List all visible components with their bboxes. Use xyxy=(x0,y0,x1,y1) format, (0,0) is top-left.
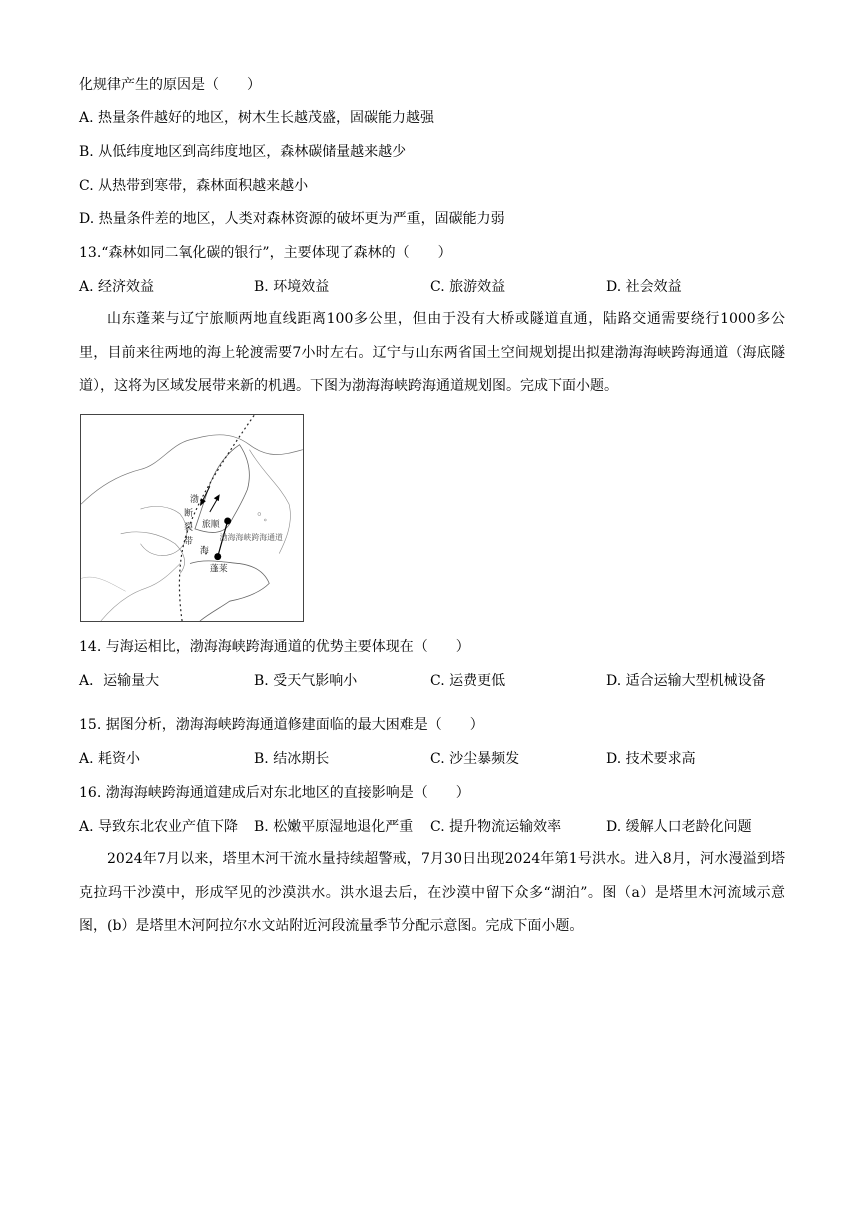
q16-option-d: D. 缓解人口老龄化问题 xyxy=(606,819,752,835)
island xyxy=(264,519,266,521)
q15-option-b: B. 结冰期长 xyxy=(254,751,330,767)
q16-option-c: C. 提升物流运输效率 xyxy=(430,819,562,835)
fault-label-2: 断 xyxy=(184,509,193,520)
river-line xyxy=(101,564,180,621)
island xyxy=(258,513,261,516)
sea-label: 海 xyxy=(199,546,209,557)
lushun-label: 旅顺 xyxy=(201,519,220,530)
tunnel-label: 渤海海峡跨海通道 xyxy=(219,532,283,542)
q13-option-b: B. 环境效益 xyxy=(254,279,330,295)
coastline-north xyxy=(81,435,303,504)
q16-option-a: A. 导致东北农业产值下降 xyxy=(79,819,239,835)
q15-option-d: D. 技术要求高 xyxy=(606,751,696,767)
q13-option-c: C. 旅游效益 xyxy=(430,279,506,295)
penglai-dot xyxy=(214,553,221,560)
map-svg xyxy=(81,415,303,621)
border-line xyxy=(81,577,126,591)
q15-option-c: C. 沙尘暴频发 xyxy=(430,751,520,767)
q12-option-d: D. 热量条件差的地区，人类对森林资源的破坏更为严重，固碳能力弱 xyxy=(79,211,505,227)
q15-stem: 15. 据图分析，渤海海峡跨海通道修建面临的最大困难是（ ） xyxy=(79,717,484,733)
penglai-label: 蓬莱 xyxy=(209,564,228,575)
passage-bohai: 山东蓬莱与辽宁旅顺两地直线距离100多公里，但由于没有大桥或隧道直通，陆路交通需要绕行1000多公里，目前来往两地的海上轮渡需要7小时左右。辽宁与山东两省国土空间规划提出拟建渤海海峡跨海通道（海底隧道），这将为区域发展带来新的机遇。下图为渤海海峡跨海通道规划图。完成下面小题。 xyxy=(79,311,785,394)
q16-stem: 16. 渤海海峡跨海通道建成后对东北地区的直接影响是（ ） xyxy=(79,785,470,801)
q14-stem: 14. 与海运相比，渤海海峡跨海通道的优势主要体现在（ ） xyxy=(79,639,470,655)
bohai-channel-map xyxy=(80,414,304,622)
q16-option-b: B. 松嫩平原湿地退化严重 xyxy=(254,819,414,835)
q12-stem-tail: 化规律产生的原因是（ ） xyxy=(79,77,261,93)
passage-tarim: 2024年7月以来，塔里木河干流水量持续超警戒，7月30日出现2024年第1号洪水。进入8月，河水漫溢到塔克拉玛干沙漠中，形成罕见的沙漠洪水。洪水退去后，在沙漠中留下众多“湖泊”。图（a）是塔里木河流域示意图，(b）是塔里木河阿拉尔水文站附近河段流量季节分配示意图。完成下面小题。 xyxy=(79,851,785,934)
q13-stem: 13.“森林如同二氧化碳的银行”，主要体现了森林的（ ） xyxy=(79,245,452,261)
q12-option-a: A. 热量条件越好的地区，树木生长越茂盛，固碳能力越强 xyxy=(79,110,435,126)
q14-option-d: D. 适合运输大型机械设备 xyxy=(606,673,766,689)
q15-option-a: A. 耗资小 xyxy=(79,751,141,767)
lushun-dot xyxy=(224,518,231,525)
arrow-right-shaft xyxy=(210,498,218,512)
shandong-peninsula xyxy=(190,561,269,621)
fault-label-3: 裂 xyxy=(184,522,193,533)
q14-option-c: C. 运费更低 xyxy=(430,673,506,689)
q12-option-b: B. 从低纬度地区到高纬度地区，森林碳储量越来越少 xyxy=(79,144,407,160)
bohai-bay-outline xyxy=(141,506,187,555)
fault-label-1: 渤 xyxy=(190,495,199,506)
q13-option-d: D. 社会效益 xyxy=(606,279,682,295)
q13-option-a: A. 经济效益 xyxy=(79,279,155,295)
q14-option-a: A．运输量大 xyxy=(79,673,160,689)
fault-label-4: 带 xyxy=(184,536,193,547)
q12-option-c: C. 从热带到寒带，森林面积越来越小 xyxy=(79,178,309,194)
q14-option-b: B. 受天气影响小 xyxy=(254,673,358,689)
